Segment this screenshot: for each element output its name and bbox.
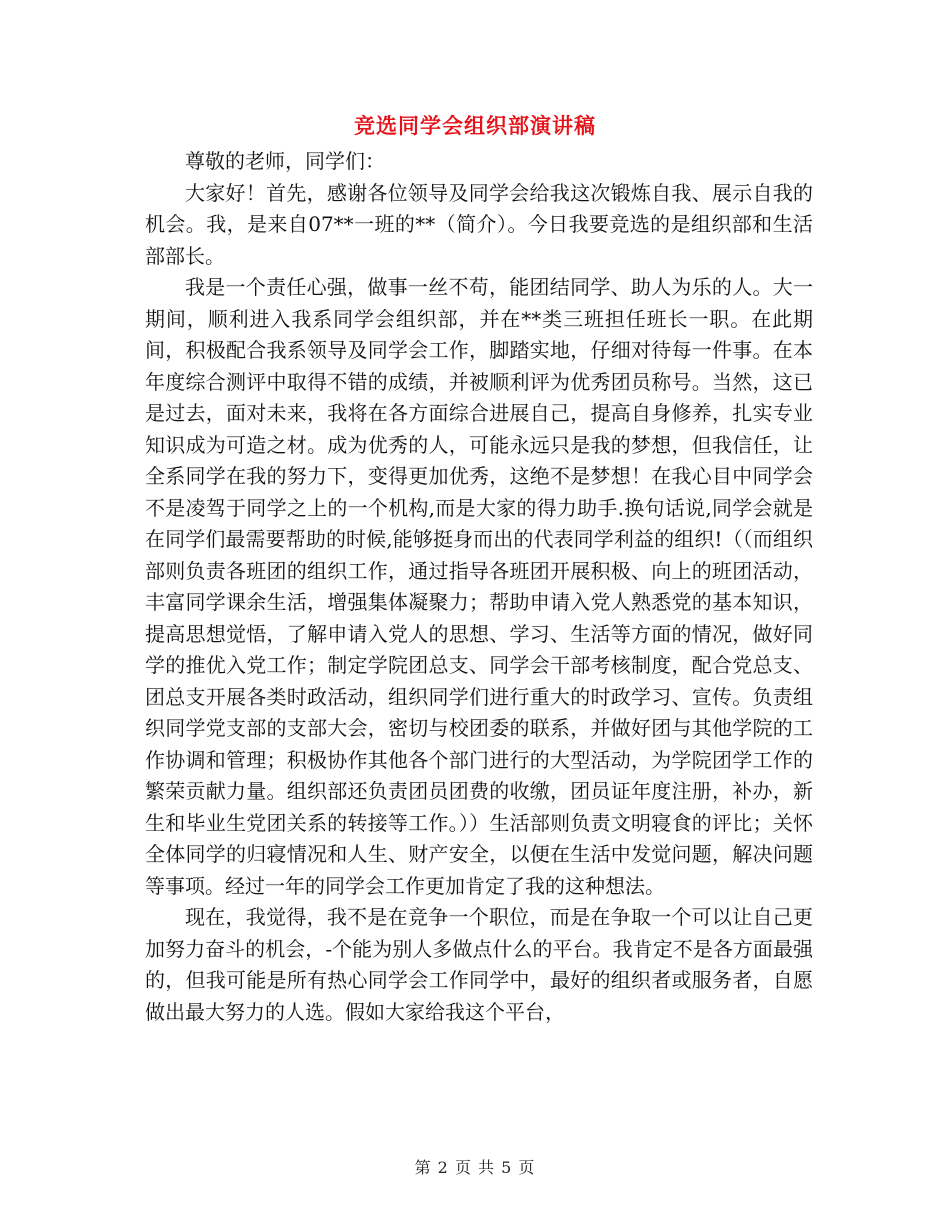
document-body — [145, 146, 813, 1028]
greeting-paragraph: 大家好！首先，感谢各位领导及同学会给我这次锻炼自我、展示自我的机会。我，是来自07**一班的**（简介）。今日我要竞选的是组织部和生活部部长。 — [145, 180, 813, 268]
page-number: 第 2 页 共 5 页 — [414, 1158, 536, 1177]
self-introduction-paragraph: 我是一个责任心强，做事一丝不苟，能团结同学、助人为乐的人。大一期间，顺利进入我系同学会组织部，并在**类三班担任班长一职。在此期间，积极配合我系领导及同学会工作，脚踏实地，仔细对待每一件事。在本年度综合测评中取得不错的成绩，并被顺利评为优秀团员称号。当然，这已是过去，面对未来，我将在各方面综合进展自己，提高自身修养，扎实专业知识成为可造之材。成为优秀的人，可能永远只是我的梦想，但我信任，让全系同学在我的努力下，变得更加优秀，这绝不是梦想！在我心目中同学会不是凌驾于同学之上的一个机构,而是大家的得力助手.换句话说,同学会就是在同学们最需要帮助的时候,能够挺身而出的代表同学利益的组织!（（而组织部则负责各班团的组织工作，通过指导各班团开展积极、向上的班团活动，丰富同学课余生活，增强集体凝聚力；帮助申请入党人熟悉党的基本知识，提高思想觉悟，了解申请入党人的思想、学习、生活等方面的情况，做好同学的推优入党工作；制定学院团总支、同学会干部考核制度，配合党总支、团总支开展各类时政活动，组织同学们进行重大的时政学习、宣传。负责组织同学党支部的支部大会，密切与校团委的联系，并做好团与其他学院的工作协调和管理；积极协作其他各个部门进行的大型活动，为学院团学工作的繁荣贡献力量。组织部还负责团员团费的收缴，团员证年度注册，补办，新生和毕业生党团关系的转接等工作。））生活部则负责文明寝食的评比；关怀全体同学的归寝情况和人生、财产安全，以便在生活中发觉问题，解决问题等事项。经过一年的同学会工作更加肯定了我的这种想法。 — [145, 275, 813, 898]
salutation-paragraph: 尊敬的老师，同学们： — [185, 149, 385, 173]
commitment-paragraph: 现在，我觉得，我不是在竞争一个职位，而是在争取一个可以让自己更加努力奋斗的机会，-个能为别人多做点什么的平台。我肯定不是各方面最强的，但我可能是所有热心同学会工作同学中，最好的组织者或服务者，自愿做出最大努力的人选。假如大家给我这个平台， — [145, 905, 813, 1024]
document-title: 竞选同学会组织部演讲稿 — [354, 113, 596, 138]
